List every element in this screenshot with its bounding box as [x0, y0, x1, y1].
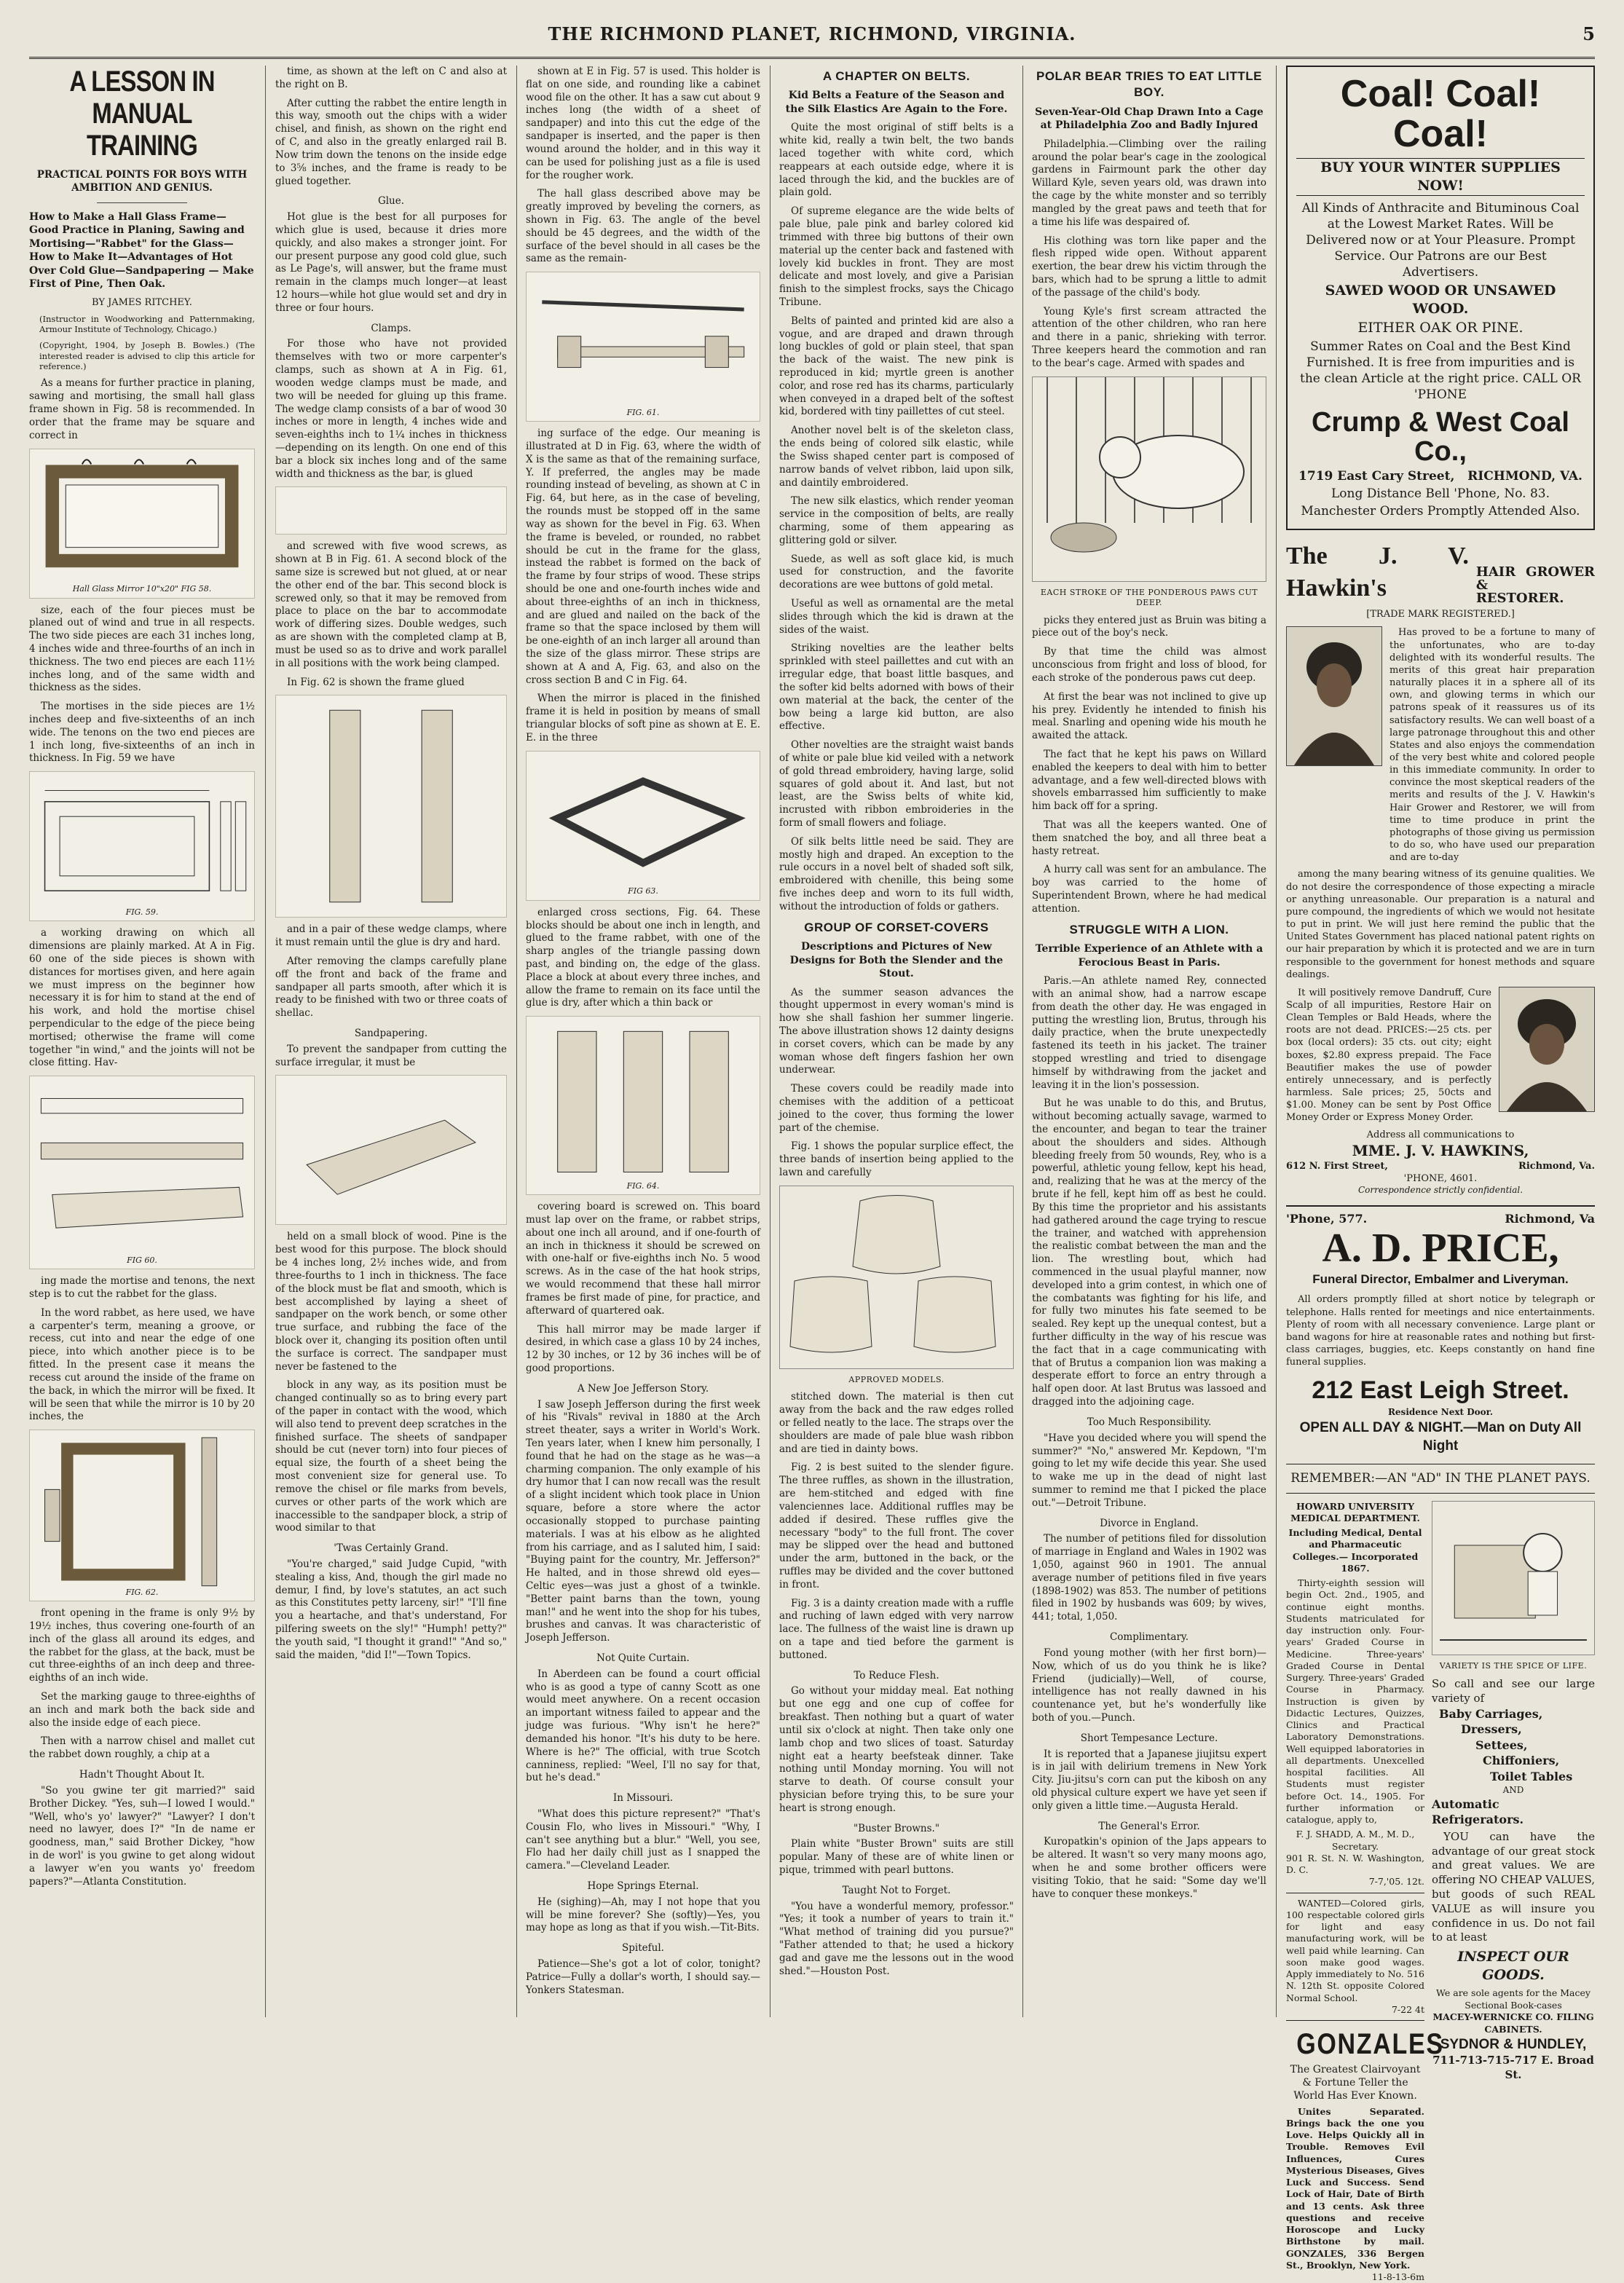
hawkins-phone: 'PHONE, 4601.	[1403, 1173, 1478, 1185]
sydnor-item: Chiffoniers,	[1483, 1754, 1560, 1768]
column-rule	[1022, 66, 1023, 2017]
hawkins-advertisement	[1286, 540, 1595, 1197]
story-text: Go without your midday meal. Eat nothing but one egg and one cup of coffee for breakfast. Then nothing but a quart of water until six o'clock at night. Then take only one lamb chop and two slices of toast. Saturday night eat a hearty beefsteak dinner. Take nothing until Monday morning. You will not starve to death. Of course consult your physician before trying this, to be sure your heart is strong enough.	[779, 1685, 1014, 1814]
paragraph: As the summer season advances the thought uppermost in every woman's mind is how she shall fashion her summer lingerie. The above illustration shows 12 dainty designs in corset covers, which can be made by any woman whose deft fingers fashion her own underwear.	[779, 986, 1014, 1076]
column-2	[275, 66, 507, 2017]
story-text: Fond young mother (with her first born)—Now, which of us do you think he is like? Friend (judicially)—Well, of course, intelligence has not really dawned in his countenance yet, but he's wonderfully like both of you.—Punch.	[1032, 1647, 1266, 1724]
hawkins-trademark: [TRADE MARK REGISTERED.]	[1366, 609, 1515, 620]
headline-manual-training: A LESSON IN MANUAL TRAINING	[69, 66, 215, 162]
paragraph: Philadelphia.—Climbing over the railing around the polar bear's cage in the zoological gardens in Fairmount park the other day Willard Kyle, seven years old, was drawn into the cage by the white monster and so terribly mangled by the great paws and teeth that for a time his life was despaired of.	[1032, 138, 1266, 228]
deck-manual-training: How to Make a Hall Glass Frame—Good Practice in Planing, Sawing and Mortising—"Rabbet" for the Glass—How to Make It—Advantages of Hot Over Cold Glue—Sandpapering — Make First of Pine, Then Oak.	[29, 210, 254, 290]
coal-wood: SAWED WOOD OR UNSAWED WOOD.	[1325, 283, 1556, 317]
figure-63-beveled-corners	[526, 751, 760, 901]
coal-summer: Summer Rates on Coal and the Best Kind Furnished. It is free from impurities and is the clean Article at the right price. CALL OR 'PHONE	[1300, 339, 1581, 403]
paragraph: Paris.—An athlete named Rey, connected with an animal show, had a narrow escape from death the other day. He was engaged in putting the wrestling lion, Brutus, through his daily practice, when the brute unexpectedly fastened its teeth in his jacket. The trainer stopped wrestling and tried to disengage himself by withdrawing from the jacket and leaving it in the lion's possession.	[1032, 975, 1266, 1091]
sydnor-item: Baby Carriages,	[1439, 1706, 1543, 1721]
sydnor-firm: SYDNOR & HUNDLEY,	[1440, 2037, 1587, 2053]
paragraph: Fig. 1 shows the popular surplice effect, the three bands of insertion being applied to the lawn and carefully	[779, 1140, 1014, 1179]
side-pieces-illustration	[30, 1076, 254, 1269]
paragraph: picks they entered just as Bruin was biting a piece out of the boy's neck.	[1032, 614, 1266, 639]
sydnor-inspect: INSPECT OUR GOODS.	[1457, 1949, 1569, 1984]
price-body: All orders promptly filled at short notice by telegraph or telephone. Halls rented for meetings and nice entertainments. Plenty of room with all necessary convenience. Large plant or band wagons for hire at reasonable rates and nothing but first-class carriages, buggies, etc. Keeps constantly on hand fine funeral supplies.	[1286, 1294, 1595, 1368]
howard-secretary: F. J. SHADD, A. M., M. D., Secretary.	[1296, 1829, 1415, 1852]
corset-covers-illustration	[779, 1186, 1014, 1369]
coal-body: All Kinds of Anthracite and Bituminous Coal at the Lowest Market Rates. Will be Delivered now or at Your Pleasure. Prompt Service. Our Patrons are our Best Advertisers.	[1301, 200, 1580, 280]
column-5	[1032, 66, 1266, 2017]
clamp-detail-illustration	[276, 695, 506, 917]
coal-address: 1719 East Cary Street,	[1298, 469, 1455, 484]
story-text: Patience—She's got a lot of color, tonight? Patrice—Fully a dollar's worth, I should say.—Yonkers Statesman.	[526, 1958, 760, 1996]
paragraph: For those who have not provided themselves with two or more carpenter's clamps, such as shown at A in Fig. 61, wooden wedge clamps must be made, and two will be needed for gluing up this frame. The wedge clamp consists of a bar of wood 30 inches or more in length, 4 inches wide and seven-eighths inch to 1¼ inches in thickness—depending on its length. On one end of this bar a block six inches long and of the same width and thickness as the bar, is glued	[275, 338, 507, 480]
deck-belts: Kid Belts a Feature of the Season and the Silk Elastics Are Again to the Fore.	[785, 90, 1008, 115]
paragraph: To prevent the sandpaper from cutting the surface irregular, it must be	[275, 1043, 507, 1068]
sydnor-agents: We are sole agents for the Macey Sectional Book-cases	[1436, 1987, 1591, 2011]
sydnor-macey: MACEY-WERNICKE CO. FILING CABINETS.	[1432, 2011, 1594, 2035]
left-small-ads	[1286, 1500, 1444, 2283]
paragraph: Another novel belt is of the skeleton class, the ends being of colored silk elastic, while the Swiss shaped center part is composed of narrow bands of velvet ribbon, laid upon silk, and daintily embroidered.	[779, 425, 1014, 489]
wanted-body: WANTED—Colored girls, 100 respectable colored girls for light and easy manufacturing work, will be well paid while learning. Can soon make good wages. Apply immediately to No. 516 N. 12th St. opposite Colored Normal School.	[1286, 1897, 1424, 2003]
column-3	[526, 66, 760, 2017]
paragraph: The fact that he kept his paws on Willard enabled the keepers to deal with him to better advantage, and a few well-directed blows with shovels embarrassed him sufficiently to make him back off for a spring.	[1032, 748, 1266, 813]
figure-58-hall-glass	[29, 449, 255, 599]
figure-caption: FIG 60.	[124, 1255, 160, 1266]
deck-polar-bear: Seven-Year-Old Chap Drawn Into a Cage at Philadelphia Zoo and Badly Injured	[1035, 106, 1264, 132]
deck-lion: Terrible Experience of an Athlete with a Ferocious Beast in Paris.	[1035, 943, 1264, 969]
paragraph: Of silk belts little need be said. They are mostly high and draped. An exception to the rule occurs in a novel belt of shaded soft silk, embroidered with chenille, this being some five inches deep and worn to its full width, without the introduction of folds or gathers.	[779, 835, 1014, 912]
story-title: Spiteful.	[622, 1942, 664, 1955]
paragraph: A hurry call was sent for an ambulance. The boy was carried to the home of Superintendent Brown, where he had medical attention.	[1032, 864, 1266, 915]
cross-sections-illustration	[527, 1017, 760, 1194]
paragraph: Suede, as well as soft glace kid, is much used for construction, and the favorite decorations are wee buttons of gold metal.	[779, 553, 1014, 591]
paragraph: Other novelties are the straight waist bands of white or pale blue kid veiled with a network of gold thread embroidery, having large, solid squares of gold about it. And last, but not least, are the Swiss belts of white kid, incrusted with ribbon embroideries in the form of small flowers and foliage.	[779, 739, 1014, 829]
working-drawing-illustration	[30, 772, 254, 920]
paragraph: By that time the child was almost unconscious from fright and loss of blood, for each stroke of the ponderous paws cut deep.	[1032, 646, 1266, 684]
author-note: (Instructor in Woodworking and Patternmaking, Armour Institute of Technology, Chicago.)	[39, 313, 255, 334]
paragraph: The new silk elastics, which render yeoman service in the composition of belts, are really charming, some of them appearing as glittering gold or silver.	[779, 495, 1014, 546]
story-title: Not Quite Curtain.	[596, 1652, 690, 1664]
coal-phone: Long Distance Bell 'Phone, No. 83.	[1331, 486, 1550, 502]
masthead	[29, 20, 1595, 59]
figure-60-side-pieces	[29, 1076, 255, 1269]
paragraph: a working drawing on which all dimensions are plainly marked. At A in Fig. 60 one of the side pieces is shown with distances for mortises given, and here again we must impress on the beginner how necessary it is for him to stand at the end of his work, and hold the mortise chisel perpendicular to the edge of the piece being mortised; otherwise the frame will come together "in wind," and the joints will not be close fitting. Hav-	[29, 927, 255, 1069]
column-1	[29, 66, 255, 2017]
sydnor-address: 711-713-715-717 E. Broad St.	[1432, 2054, 1594, 2082]
paragraph: As a means for further practice in planing, sawing and mortising, the small hall glass frame shown in Fig. 58 is recommended. In order that the frame may be square and correct in	[29, 377, 255, 441]
subhead-manual-training: PRACTICAL POINTS FOR BOYS WITH AMBITION AND GENIUS.	[36, 169, 248, 194]
paragraph: The hall glass described above may be greatly improved by beveling the corners, as shown in Fig. 63. The angle of the bevel should be 45 degrees, and the width of the surface of the bevel should in all cases be the same as the remain-	[526, 188, 760, 265]
column-rule	[516, 66, 517, 2017]
howard-body: Thirty-eighth session will begin Oct. 2nd., 1905, and continue eight months. Students matriculated for day instruction only. Four-years' Graded Course in Medicine. Three-years' Graded Course in Dental Surgery. Three-years' Graded Course in Pharmacy. Instruction is given by Didactic Lectures, Quizzes, Clinics and Practical Laboratory Demonstrations. Well equipped laboratories in all departments. Unexcelled hospital facilities. All Students must register before Oct. 14., 1905. For further information or catalogue, apply to,	[1286, 1577, 1424, 1826]
sydnor-item: Settees,	[1475, 1738, 1528, 1752]
wanted-code: 7-22 4t	[1391, 2003, 1424, 2015]
story-title: A New Joe Jefferson Story.	[577, 1382, 709, 1395]
column-4	[779, 66, 1014, 2017]
variety-illustration	[1432, 1501, 1595, 1655]
paragraph: Of supreme elegance are the wide belts of pale blue, pale pink and barley colored kid trimmed with three big buttons of their own material up the center back and fastened with lovely kid buckles in front. They are most delicate and most lovely, and give a Parisian finish to the simplest frocks, says the Chicago Tribune.	[779, 205, 1014, 308]
hawkins-name: MME. J. V. HAWKINS,	[1352, 1141, 1529, 1159]
figure-caption: FIG. 64.	[624, 1181, 663, 1192]
story-text: Plain white "Buster Brown" suits are still popular. Many of these are of white linen or pique, trimmed with pearl buttons.	[779, 1838, 1014, 1877]
paragraph: Striking novelties are the leather belts sprinkled with steel paillettes and cut with an irregular edge, that boast little basques, and the softer kid belts adorned with bows of their own material at the back, the center of the bow being a large kid button, are also effective.	[779, 642, 1014, 733]
gonzales-name: GONZALES	[1296, 2028, 1444, 2061]
figure-caption: FIG 63.	[625, 886, 661, 897]
paragraph: enlarged cross sections, Fig. 64. These blocks should be about one inch in length, and glued to the frame rabbet, with one of the sharp angles of the triangle passing down past, and binding on, the edge of the glass. Place a block at about every three inches, and allow the frame to remain on its face until the glue is dry, after which a thin back or	[526, 906, 760, 1009]
story-text: I saw Joseph Jefferson during the first week of his "Rivals" revival in 1880 at the Arch street theater, says a writer in World's Work. Ten years later, when I knew him personally, I found that he had on the stage as he was—a charming companion. The only example of his dry humor that I can now recall was the result of a slight incident which took place in Union square, before a store where the actor occasionally stopped to purchase painting materials. I was at his elbow as he alighted from his carriage, and as I saluted him, I said: "Buying paint for the country, Mr. Jefferson?" He halted, and in those shrewd old eyes—Celtic eyes—was just a ghost of a twinkle. "Better paint barns than the town, young man!" and he went into the shop for his tubes, brushes and canvas. It was characteristic of Joseph Jefferson.	[526, 1398, 760, 1644]
paragraph: After cutting the rabbet the entire length in this way, smooth out the chips with a wider chisel, and finish, as shown on the right end of C, and also in the greatly enlarged rail B. Now trim down the tenons on the inside edge to 3⅝ inches, and the frame is ready to be glued together.	[275, 97, 507, 187]
headline-corset-covers: GROUP OF CORSET-COVERS	[804, 920, 989, 934]
figure-61-wedge-clamp	[526, 272, 760, 422]
variety-caption: VARIETY IS THE SPICE OF LIFE.	[1439, 1660, 1588, 1671]
paragraph: At first the bear was not inclined to give up his prey. Evidently he intended to finish his meal. Snarling and opening wide his mouth he awaited the attack.	[1032, 690, 1266, 742]
hawkins-portrait-2	[1499, 987, 1595, 1112]
paragraph: This hall mirror may be made larger if desired, in which case a glass 10 by 24 inches, 12 by 30 inches, or 12 by 36 inches will be of good proportions.	[526, 1323, 760, 1374]
paragraph: stitched down. The material is then cut away from the back and the raw edges rolled or felled neatly to the lace. The straps over the shoulders are made of pale blue wash ribbon and are tied in dainty bows.	[779, 1391, 1014, 1455]
section-title-clamps: Clamps.	[371, 322, 411, 334]
paragraph: held on a small block of wood. Pine is the best wood for this purpose. The block should be 4 inches long, 2½ inches wide, and from three-fourths to 1 inch in thickness. The face of the block must be flat and smooth, which is best accomplished by laying a sheet of sandpaper on the work bench, or some other true surface, and rubbing the face of the block over it, changing its position often until the surface is correct. The sandpaper must never be fastened to the	[275, 1231, 507, 1373]
corset-covers-drawing	[780, 1186, 1013, 1368]
section-title-glue: Glue.	[377, 195, 405, 208]
paragraph: Set the marking gauge to three-eighths of an inch and mark both the back side and also the inside edge of each piece.	[29, 1691, 255, 1729]
hawkins-city: Richmond, Va.	[1518, 1161, 1595, 1172]
paragraph: Fig. 2 is best suited to the slender figure. The three ruffles, as shown in the illustration, are hem-stitched and edged with fine valenciennes lace. Additional ruffles may be added if desired. These ruffles give the necessary "body" to the full front. The cover may be slipped over the head and buttoned under the arm, buttoned in the back, or the ruffles may be divided and the cover buttoned in front.	[779, 1462, 1014, 1590]
paragraph: After removing the clamps carefully plane off the front and back of the frame and sandpaper all parts smooth, after which it is ready to be finished with two or three coats of shellac.	[275, 955, 507, 1020]
section-title-sandpapering: Sandpapering.	[354, 1028, 428, 1039]
story-text: It is reported that a Japanese jiujitsu expert is in jail with delirium tremens in New York City. Jiu-jitsu's corn can put the kibosh on any old physical culture expert we have yet seen if only given a little time.—Augusta Herald.	[1032, 1748, 1266, 1812]
sydnor-body: YOU can have the advantage of our great stock and great values. We are offering NO CHEAP VALUES, but goods of such REAL VALUE as will insure you confidence in us. Do not fail to at least	[1432, 1829, 1595, 1944]
paragraph: These covers could be readily made into chemises with the addition of a petticoat joined to the cover, thus forming the lower part of the chemise.	[779, 1083, 1014, 1134]
deck-corset-covers: Descriptions and Pictures of New Designs for Both the Slender and the Stout.	[789, 941, 1004, 980]
hawkins-product-line-2: RESTORER.	[1475, 591, 1564, 607]
paragraph: covering board is screwed on. This board must lap over on the frame, or rabbet strips, about one inch all around, and if one-fourth of an inch in thickness it should be screwed on with one-half or five-eighths inch No. 5 wood screws. As in the case of the hat hook strips, we would recommend that these hall mirror frames be first made of pine, for practice, and afterward of quartered oak.	[526, 1201, 760, 1317]
hawkins-street: 612 N. First Street,	[1286, 1161, 1388, 1172]
paragraph: block in any way, as its position must be changed continually so as to bring every part of the paper in contact with the wood, which will also tend to prevent deep scratches in the finished surface. The sheets of sandpaper should be cut (never torn) into four pieces of equal size, the fourth of a sheet being the most convenient size for general use. To remove the chisel or file marks from bevels, curves or other parts of the work which are inaccessible to the sandpaper block, a strip of wood similar to that	[275, 1379, 507, 1534]
story-title: To Reduce Flesh.	[854, 1669, 939, 1681]
hawkins-confidential: Correspondence strictly confidential.	[1357, 1185, 1524, 1196]
story-title: "Buster Browns."	[853, 1822, 940, 1834]
polar-bear-illustration	[1032, 376, 1266, 582]
story-text: In Aberdeen can be found a court official who is as good a type of canny Scott as one would meet anywhere. On a recent occasion an important witness failed to appear and the judge was furious. "Why isn't he here?" demanded his honor. "It's his duty to be here. Where is he?" The official, with true Scotch canniness, replied: "Weel, I'll no say for that, but he's dead."	[526, 1668, 760, 1784]
paragraph: Hot glue is the best for all purposes for which glue is used, because it dries more quickly, and also makes a stronger joint. For our present purpose any good cold glue, such as Le Page's, will answer, but the frame must remain in the clamps much longer—at least 12 hours—while hot glue would set and dry in three or four hours.	[275, 211, 507, 314]
hawkins-body-2: among the many bearing witness of its genuine qualities. We do not desire the correspondence of those expecting a miracle or anything unreasonable. Our preparation is a natural and pure compound, the ingredients of which we would not hesitate to put in print. We will just here remind the public that the United States Government has placed national patent rights on our hair preparation by which it is protected and we are in turn responsible to the government for honest methods and square dealings.	[1286, 869, 1595, 980]
headline-belts: A CHAPTER ON BELTS.	[822, 69, 971, 83]
paragraph: and in a pair of these wedge clamps, where it must remain until the glue is dry and hard.	[275, 923, 507, 949]
paragraph: shown at E in Fig. 57 is used. This holder is flat on one side, and rounding like a cabinet wood file on the other. It has a saw cut about 9 inches long (the width of a sheet of sandpaper) and into this cut the edge of the sandpaper is inserted, and the paper is then wound around the holder, and in this way it can be used for polishing just as a file is used for the rougher work.	[526, 66, 760, 181]
beveled-corners-illustration	[527, 752, 760, 900]
filler-text: "So you gwine ter git married?" said Brother Dickey. "Yes, suh—I lowed I would." "Well, who's yo' lawyer?" "Lawyer? I don't need no lawyer, does I?" "In de name er goodness, man," said Brother Dickey, "how in de worl' is you gwine to get along widout a lawyer w'en you wants yo' freedom papers?"—Atlanta Constitution.	[29, 1784, 255, 1888]
coal-firm: Crump & West Coal Co.,	[1311, 407, 1569, 468]
paragraph: front opening in the frame is only 9½ by 19½ inches, thus covering one-fourth of an inch of the glass all around its edges, and the rabbet for the glass, at the back, must be cut three-eighths of an inch deep and three-eighths of an inch wide.	[29, 1607, 255, 1684]
corset-caption: APPROVED MODELS.	[848, 1374, 945, 1384]
howard-address: 901 R. St. N. W. Washington, D. C.	[1286, 1852, 1424, 1876]
paragraph: Fig. 3 is a dainty creation made with a ruffle and ruching of lawn edged with very narrow lace. The fullness of the waist line is drawn up on a tape and tied before the garment is buttoned.	[779, 1597, 1014, 1661]
paragraph: His clothing was torn like paper and the flesh ripped wide open. Without apparent exertion, the bear drew his victim through the bars, which had to be sprung a little to admit of the passage of the child's body.	[1032, 234, 1266, 299]
hawkins-product-line-1: HAIR GROWER &	[1475, 564, 1595, 594]
story-title: Taught Not to Forget.	[842, 1884, 951, 1896]
story-text: "Have you decided where you will spend the summer?" "No," answered Mr. Kepdown, "I'm going to let my wife decide this year. She used to wake me up in the dead of night last summer to remind me that I picked the place out."—Detroit Tribune.	[1032, 1432, 1266, 1509]
paragraph: When the mirror is placed in the finished frame it is held in position by means of small triangular blocks of soft pine as shown at E. E. E. in the three	[526, 693, 760, 744]
figure-spacer	[275, 486, 507, 535]
coal-city: RICHMOND, VA.	[1467, 469, 1582, 484]
howard-subtitle: Including Medical, Dental and Pharmaceutic Colleges.— Incorporated 1867.	[1288, 1527, 1422, 1574]
child-in-chair-drawing	[1432, 1502, 1594, 1655]
paragraph: and screwed with five wood screws, as shown at B in Fig. 61. A second block of the same size is screwed but not glued, at or near the other end of the bar. This second block is screwed only, so that it may be removed from place to place on the bar to accommodate work of differing sizes. Double wedges, such as are shown with the completed clamp at B, must be used so as to drive and work parallel in all positions with the work being clamped.	[275, 540, 507, 669]
hawkins-address-line: Address all communications to	[1366, 1129, 1515, 1140]
paragraph: But he was unable to do this, and Brutus, without becoming actually savage, warmed to the encounter, and began to tear the trainer about the shoulders and sides. Although bleeding freely from 50 wounds, Rey, who is a powerful, athletic young fellow, kept his head, and, realizing that he was at the mercy of the brute if he fell, kept him off as best he could. By this time the proprietor and his assistants had gathered around the cage trying to rescue the trainer, and watched with apprehension the realistic combat between the man and the lion. The wrestling bout, which had commenced in the usual playful manner, now developed into a grim contest, in which one of the combatants was fighting for his life, and for fully two minutes his fate seemed to be sealed. Rey kept up the unequal contest, but a further difficulty in the way of his rescue was the fact that in a cage communicating with that of Brutus a companion lion was making a desperate effort to force an entry through a half open door. At last Brutus was lassoed and dragged into the adjoining cage.	[1032, 1097, 1266, 1408]
story-title: Divorce in England.	[1100, 1517, 1199, 1529]
figure-caption: FIG. 62.	[123, 1588, 162, 1598]
figure-clamp-detail	[275, 695, 507, 918]
paragraph: Useful as well as ornamental are the metal slides through which the kid is drawn at the sides of the waist.	[779, 598, 1014, 636]
sydnor-refrigerators: Automatic Refrigerators.	[1432, 1797, 1524, 1826]
hawkins-portrait-1	[1286, 626, 1382, 766]
sydnor-item: Dressers,	[1461, 1722, 1522, 1737]
figure-62-clamped-frame	[29, 1430, 255, 1601]
portrait-woman-icon	[1499, 987, 1594, 1111]
story-title: Short Tempesance Lecture.	[1080, 1732, 1218, 1744]
hawkins-body-1: Has proved to be a fortune to many of the unfortunates, who are to-day delighted with its wonderful results. The merits of this great hair preparation naturally places it in a sphere all of its own, and glowing terms in which our patrons speak of it reassures us of its satisfactory results. We can well boast of a large patronage throughout this and other States and also enjoys the commendation of the very best white and colored people in this immediate community. In order to convince the most skeptical readers of the merits and results of the J. V. Hawkin's Hair Grower and Restorer, we will from time to time produce in print the photographs of those giving us permission to do so, who have used our preparation and are to-day	[1390, 627, 1595, 864]
paragraph: Belts of painted and printed kid are also a vogue, and are draped and drawn through long buckles of gold or plain steel, that span the back of the waist. The new pink is reproduced in kid; myrtle green is another color, and rose red has its charms, particularly when conveyed in a draped belt of the softest kid, bordered with tiny paillettes of cut steel.	[779, 315, 1014, 418]
story-text: "What does this picture represent?" "That's Cousin Flo, who lives in Missouri." "Why, I can't see anything but a blur." "Well, you see, Flo had her daily chill just as I snapped the camera."—Cleveland Leader.	[526, 1807, 760, 1872]
price-open: OPEN ALL DAY & NIGHT.—Man on Duty All Night	[1299, 1420, 1582, 1454]
story-text: "You have a wonderful memory, professor." "Yes; it took a number of years to train it." "What method of training did you pursue?" "Father attended to that; he used a hickory gad and gave me the lessons out in the wood shed."—Houston Post.	[779, 1900, 1014, 1977]
sydnor-items	[1432, 1706, 1595, 1785]
price-address: 212 East Leigh Street.	[1312, 1376, 1569, 1405]
clamped-frame-illustration	[30, 1430, 254, 1601]
story-text: He (sighing)—Ah, may I not hope that you will be mine forever? She (softly)—Yes, you may hope as long as that if you wish.—Tit-Bits.	[526, 1896, 760, 1934]
price-phone: 'Phone, 577.	[1286, 1212, 1368, 1226]
coal-oak: EITHER OAK OR PINE.	[1357, 320, 1524, 336]
figure-59-working-drawing	[29, 771, 255, 921]
paragraph: That was all the keepers wanted. One of them snatched the boy, and all three beat a hasty retreat.	[1032, 819, 1266, 857]
coal-headline: Coal! Coal! Coal!	[1340, 73, 1541, 155]
story-text: The number of petitions filed for dissolution of marriage in England and Wales in 1902 was 1,050, against 960 in 1901. The annual average number of petitions filed in five years (1898-1902) was 853. The number of petitions filed in 1902 by husbands was 609; by wives, 441; total, 1,050.	[1032, 1533, 1266, 1623]
polar-bear-drawing	[1033, 377, 1266, 581]
howard-title: HOWARD UNIVERSITY MEDICAL DEPARTMENT.	[1290, 1500, 1420, 1523]
coal-advertisement	[1286, 66, 1595, 530]
figure-sandpaper-block	[275, 1075, 507, 1225]
filler-title: Hadn't Thought About It.	[79, 1769, 205, 1781]
portrait-woman-icon	[1287, 627, 1381, 765]
story-title: The General's Error.	[1098, 1820, 1200, 1832]
gonzales-code: 11-8-13-6m	[1371, 2271, 1424, 2283]
figure-caption: Hall Glass Mirror 10"x20" FIG 58.	[70, 584, 215, 595]
story-title: Complimentary.	[1109, 1631, 1189, 1644]
price-advertisement	[1286, 1205, 1595, 1455]
price-trade: Funeral Director, Embalmer and Liveryman.	[1312, 1271, 1569, 1286]
hawkins-body-3: It will positively remove Dandruff, Cure Scalp of all impurities, Restore Hair on Clean Temples or Bald Heads, where the roots are not dead. PRICES:—25 cts. per box (local orders): 35 cts. out city; eight boxes, $2.80 express prepaid. The Face Beautifier makes the use of powder entirely unnecessary, and is perfectly harmless. Sale prices; 25, 50cts and $1.00. Money can be sent by Post Office Money Order or Express Money Order.	[1286, 987, 1491, 1124]
copyright-note: (Copyright, 1904, by Joseph B. Bowles.) (The interested reader is advised to clip this article for reference.)	[39, 340, 255, 372]
story-title: Hope Springs Eternal.	[587, 1880, 699, 1892]
filler-title: 'Twas Certainly Grand.	[334, 1542, 449, 1555]
paragraph: time, as shown at the left on C and also at the right on B.	[275, 66, 507, 90]
divider	[97, 202, 187, 203]
story-title: Too Much Responsibility.	[1087, 1416, 1212, 1428]
sydnor-intro: So call and see our large variety of	[1432, 1677, 1595, 1705]
gonzales-body: Unites Separated. Brings back the one you Love. Helps Quickly all in Trouble. Removes Evil Influences, Cures Mysterious Diseases, Gives Luck and Success. Send Lock of Hair, Date of Birth and 13 cents. Ask three questions and receive Horoscope and Lucky Birthstone by mail. GONZALES, 336 Bergen St., Brooklyn, New York.	[1286, 2105, 1424, 2271]
figure-caption: FIG. 59.	[123, 907, 162, 918]
paragraph: In Fig. 62 is shown the frame glued	[287, 676, 465, 688]
wedge-clamp-illustration	[527, 272, 760, 421]
headline-polar-bear: POLAR BEAR TRIES TO EAT LITTLE BOY.	[1036, 69, 1262, 100]
hawkins-headline: The J. V. Hawkin's	[1286, 542, 1469, 602]
price-city: Richmond, Va	[1505, 1212, 1595, 1226]
hall-glass-illustration	[30, 449, 254, 598]
price-name: A. D. PRICE,	[1322, 1226, 1559, 1271]
paragraph: Quite the most original of stiff belts is a white kid, really a twin belt, the two bands laced together with white cord, which reappears at each outside edge, where it is laced through the kid, and the buckles are of plain gold.	[779, 122, 1014, 199]
sydnor-advertisement	[1432, 1501, 1595, 2283]
coal-subhead: BUY YOUR WINTER SUPPLIES NOW!	[1296, 158, 1585, 195]
paragraph: Then with a narrow chisel and mallet cut the rabbet down roughly, a chip at a	[29, 1735, 255, 1761]
column-6-ads	[1286, 66, 1595, 2283]
paragraph: ing made the mortise and tenons, the next step is to cut the rabbet for the glass.	[29, 1275, 255, 1301]
filler-text: "You're charged," said Judge Cupid, "with stealing a kiss, And, though the girl made no demur, I find, by love's statutes, an act such as this Constitutes petty larceny, sir!" "I'll fine you a heartache, and that's understand, For pilfering sweets on the sly!" "Humph! petty?" the youth said, "I thought it grand!" "And so," said the maiden, "did I!"—Town Topics.	[275, 1558, 507, 1661]
figure-64-cross-sections	[526, 1016, 760, 1195]
polar-bear-caption: EACH STROKE OF THE PONDEROUS PAWS CUT DEEP.	[1040, 587, 1258, 608]
story-text: Kuropatkin's opinion of the Japs appears to be altered. It wasn't so very many moons ago, when he and some brother officers were visiting Tokio, that he said: "Some day we'll have to conquer these monkeys."	[1032, 1836, 1266, 1900]
paragraph: size, each of the four pieces must be planed out of wind and true in all respects. The two side pieces are each 31 inches long, 4 inches wide and three-fourths of an inch in thickness. The two end pieces are each 11½ inches long, and of the same width and thickness as the sides.	[29, 604, 255, 694]
paragraph: In the word rabbet, as here used, we have a carpenter's term, meaning a groove, or recess, cut into and near the edge of one piece, into which another piece is to be fitted. In the present case it means the recess cut around the inside of the frame on the back, in which the mirror will be fixed. It will be seen that while the mirror is 10 by 20 inches, the	[29, 1306, 255, 1423]
sydnor-and: AND	[1502, 1784, 1524, 1795]
figure-caption: FIG. 61.	[624, 408, 663, 419]
story-title: In Missouri.	[612, 1792, 674, 1805]
coal-orders: Manchester Orders Promptly Attended Also.	[1301, 504, 1580, 519]
page-number: 5	[1582, 23, 1595, 44]
price-residence: Residence Next Door.	[1387, 1407, 1494, 1418]
byline: BY JAMES RITCHEY.	[92, 297, 192, 309]
headline-lion: STRUGGLE WITH A LION.	[1069, 922, 1229, 937]
paragraph: ing surface of the edge. Our meaning is illustrated at D in Fig. 63, where the width of X is the same as that of the remaining surface, Y. If preferred, the angles may be made rounding instead of beveling, as shown at C in Fig. 64, but here, as in the case of beveling, the rounds must be stopped off in the same way as shown for the bevel in Fig. 63. When the frame is beveled, or rounded, no rabbet should be cut in the frame for the glass, instead the rabbet is formed on the back of the frame by four strips of wood. These strips should be one and one-fourth inches wide and about three-eighths of an inch in thickness, and are glued and nailed on the back of the frame so that the space inclosed by them will be one-eighth of an inch larger all around than the size of the glass mirror. These strips are shown at A and A, Fig. 63, and also on the cross section B and C in Fig. 64.	[526, 427, 760, 686]
sandpaper-block-illustration	[276, 1076, 506, 1224]
howard-date: 7-7,'05. 12t.	[1368, 1876, 1424, 1888]
remember-notice: REMEMBER:—AN "AD" IN THE PLANET PAYS.	[1286, 1464, 1595, 1493]
column-rule	[265, 66, 266, 2017]
sydnor-item: Toilet Tables	[1490, 1770, 1573, 1784]
paragraph: Young Kyle's first scream attracted the attention of the other children, who ran here and there in a panic, shrieking with terror. Three keepers heard the commotion and ran to the bear's cage. Armed with spades and	[1032, 305, 1266, 369]
paragraph: The mortises in the side pieces are 1½ inches deep and five-sixteenths of an inch wide. The tenons on the two end pieces are 1 inch long, five-sixteenths of an inch in thickness. In Fig. 59 we have	[29, 701, 255, 765]
column-rule	[1276, 66, 1277, 2017]
gonzales-tagline: The Greatest Clairvoyant & Fortune Teller the World Has Ever Known.	[1290, 2064, 1421, 2102]
masthead-title: THE RICHMOND PLANET, RICHMOND, VIRGINIA.	[548, 23, 1076, 44]
